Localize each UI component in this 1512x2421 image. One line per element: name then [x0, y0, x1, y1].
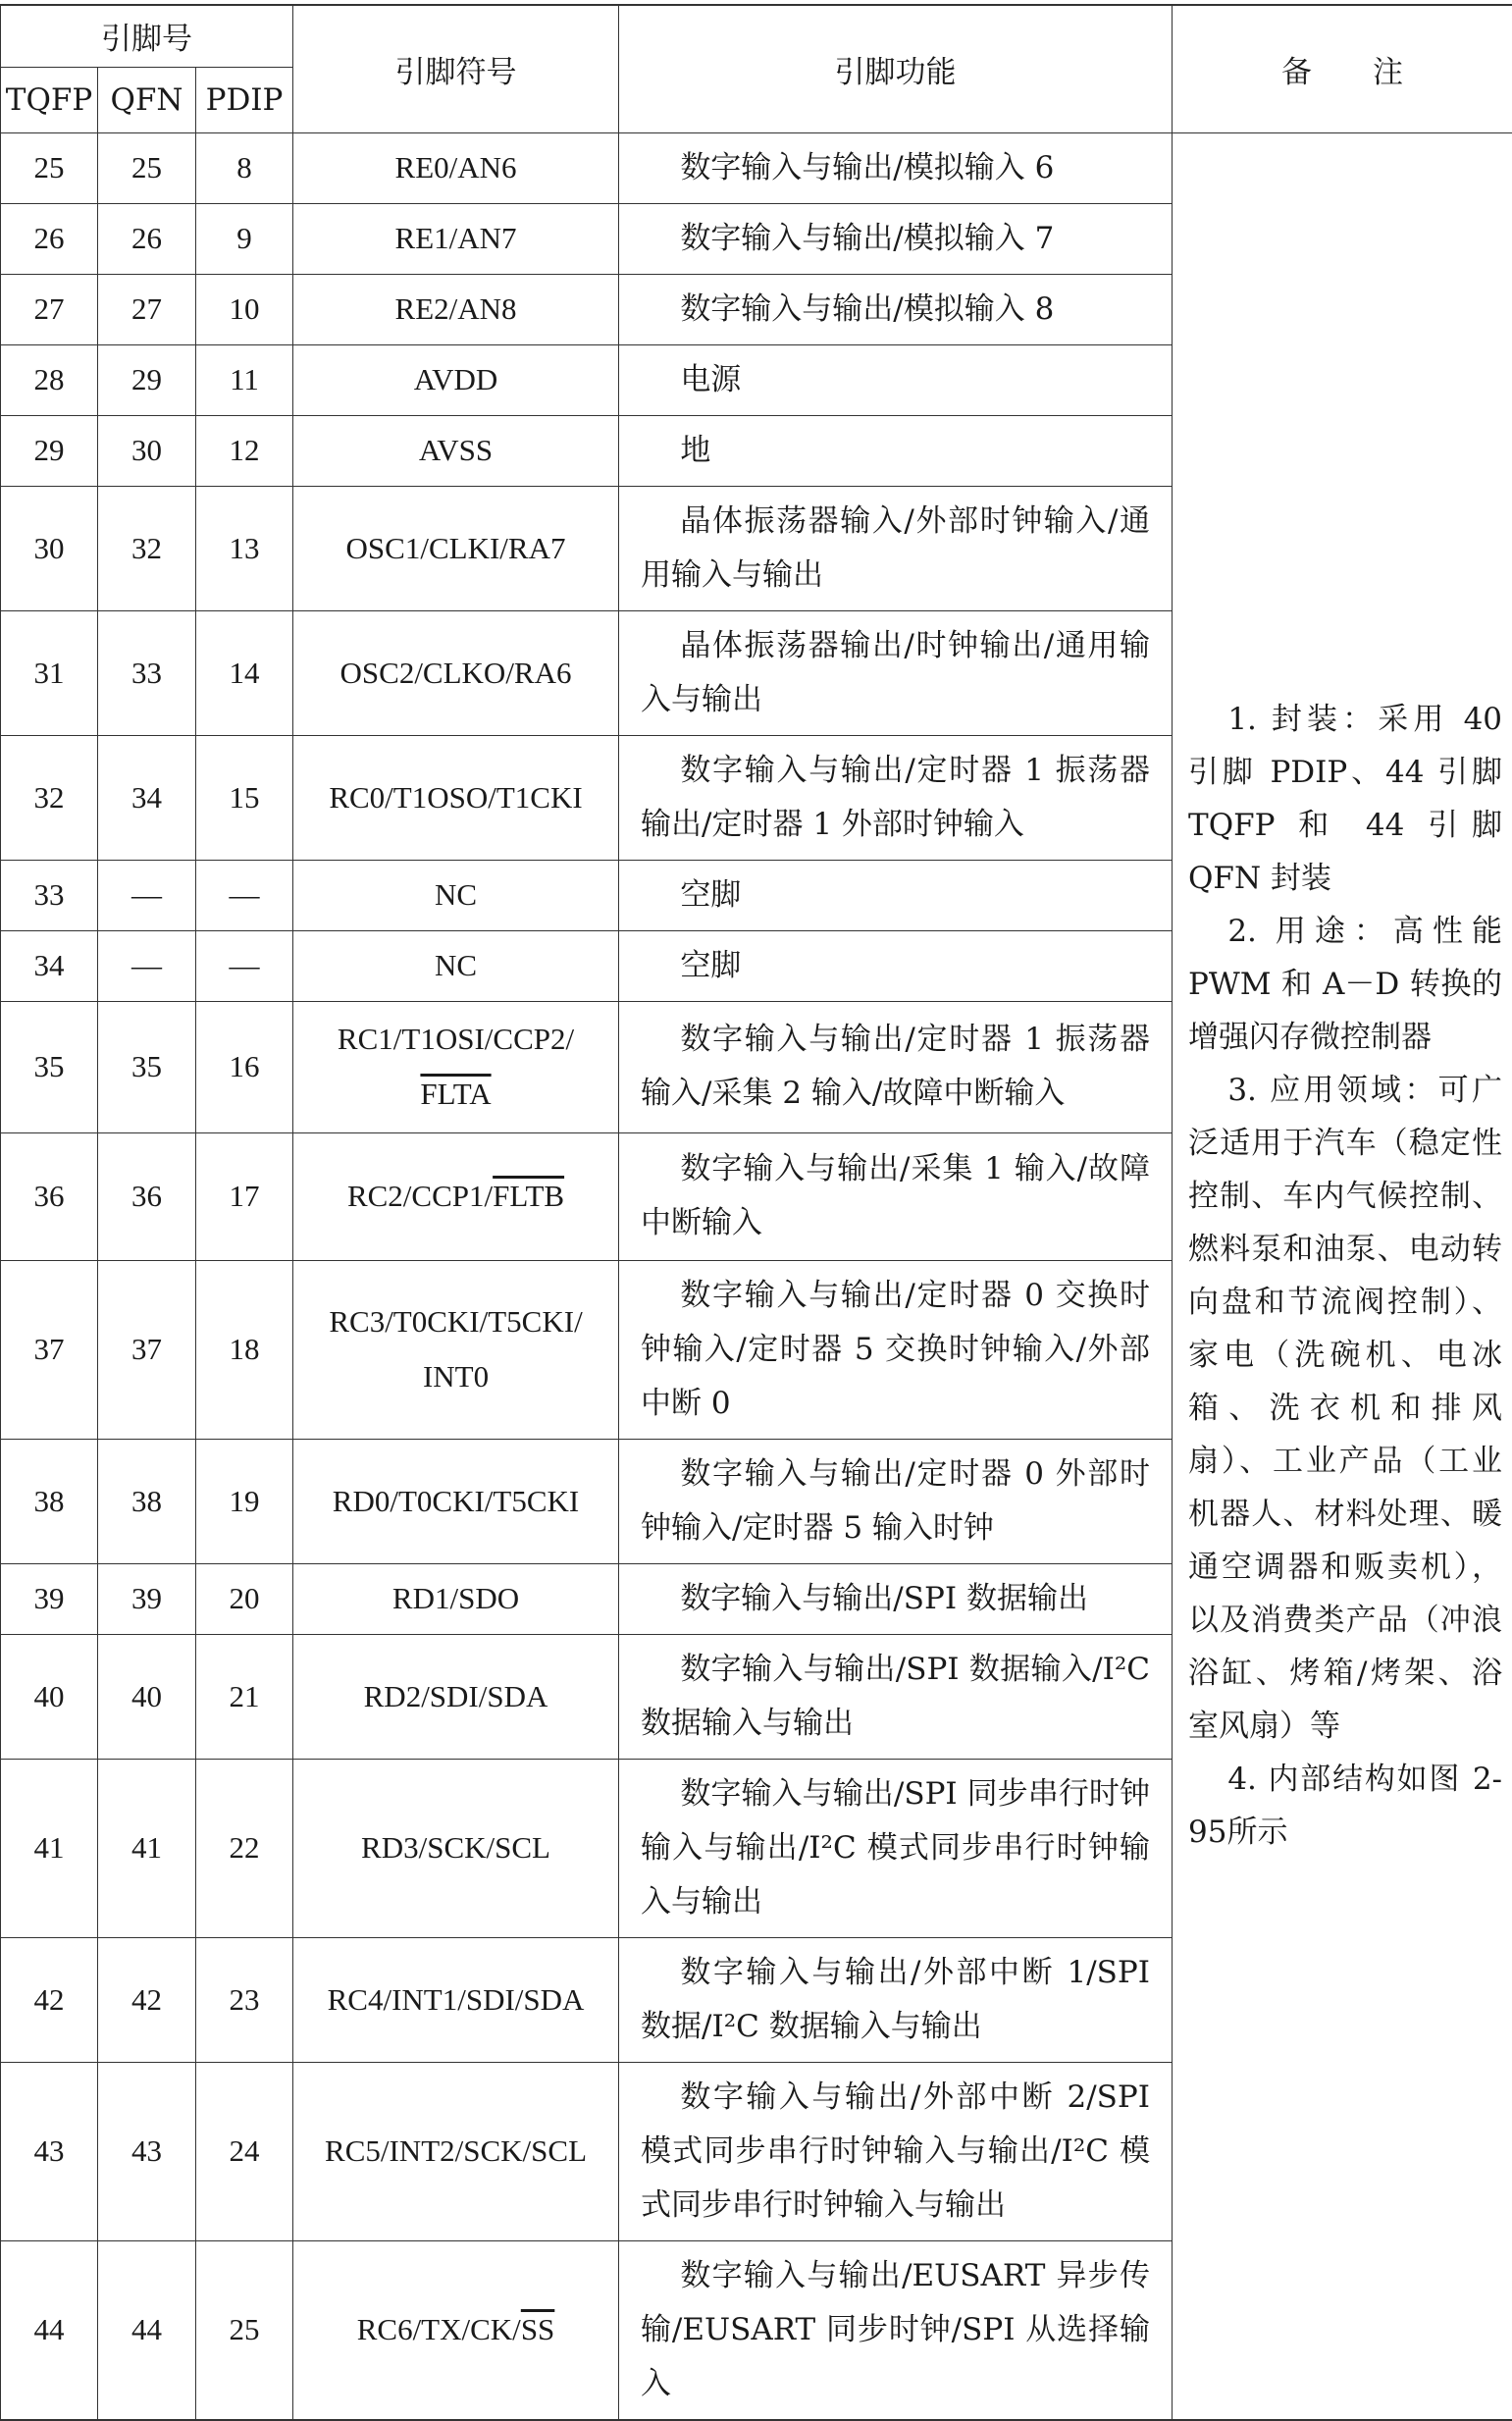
qfn-cell: —	[98, 930, 196, 1001]
qfn-cell: 35	[98, 1001, 196, 1132]
symbol-text: AVSS	[419, 433, 493, 467]
pdip-cell: 25	[196, 2240, 293, 2420]
function-cell: 数字输入与输出/定时器 1 振荡器输出/定时器 1 外部时钟输入	[619, 735, 1173, 860]
qfn-cell: 42	[98, 1937, 196, 2062]
pdip-cell: 22	[196, 1759, 293, 1937]
note-item: 4. 内部结构如图 2-95所示	[1188, 1753, 1502, 1859]
function-cell: 数字输入与输出/模拟输入 8	[619, 274, 1173, 344]
symbol-text: RC4/INT1/SDI/SDA	[328, 1982, 585, 2017]
function-cell: 数字输入与输出/外部中断 2/SPI 模式同步串行时钟输入与输出/I²C 模式同步串行时钟输入与输出	[619, 2062, 1173, 2240]
symbol-text: AVDD	[414, 362, 498, 396]
function-cell: 数字输入与输出/模拟输入 6	[619, 132, 1173, 203]
symbol-text: OSC2/CLKO/RA6	[340, 656, 572, 690]
tqfp-cell: 38	[1, 1439, 98, 1563]
pdip-cell: 12	[196, 415, 293, 486]
symbol-cell	[293, 2240, 619, 2420]
symbol-cell	[293, 930, 619, 1001]
qfn-cell: 43	[98, 2062, 196, 2240]
symbol-text: RC1/T1OSI/CCP2/	[338, 1022, 574, 1056]
symbol-cell	[293, 274, 619, 344]
tqfp-cell: 37	[1, 1260, 98, 1439]
pdip-cell: 24	[196, 2062, 293, 2240]
qfn-cell: 37	[98, 1260, 196, 1439]
function-cell: 数字输入与输出/模拟输入 7	[619, 203, 1173, 274]
tqfp-cell: 33	[1, 860, 98, 930]
symbol-text: INT0	[423, 1359, 489, 1394]
notes-cell	[1173, 132, 1512, 2420]
pdip-cell: 13	[196, 486, 293, 610]
symbol-text: $\overline{SS}$	[521, 2312, 554, 2346]
symbol-text: NC	[435, 877, 477, 912]
symbol-cell	[293, 203, 619, 274]
tqfp-cell: 32	[1, 735, 98, 860]
symbol-text: RD1/SDO	[392, 1581, 519, 1615]
symbol-text: RE1/AN7	[395, 221, 517, 255]
symbol-cell	[293, 132, 619, 203]
symbol-text: RC2/CCP1/	[347, 1179, 493, 1213]
tqfp-cell: 30	[1, 486, 98, 610]
header-tqfp: TQFP	[1, 67, 98, 132]
tqfp-cell: 39	[1, 1563, 98, 1634]
symbol-text: NC	[435, 948, 477, 982]
tqfp-cell: 26	[1, 203, 98, 274]
header-pdip: PDIP	[196, 67, 293, 132]
function-cell: 晶体振荡器输出/时钟输出/通用输入与输出	[619, 610, 1173, 735]
tqfp-cell: 35	[1, 1001, 98, 1132]
header-function: 引脚功能	[619, 5, 1173, 132]
function-cell: 空脚	[619, 860, 1173, 930]
pdip-cell: 10	[196, 274, 293, 344]
function-cell: 数字输入与输出/SPI 同步串行时钟输入与输出/I²C 模式同步串行时钟输入与输出	[619, 1759, 1173, 1937]
qfn-cell: 26	[98, 203, 196, 274]
header-pin-no: 引脚号	[1, 5, 293, 67]
function-cell: 数字输入与输出/EUSART 异步传输/EUSART 同步时钟/SPI 从选择输入	[619, 2240, 1173, 2420]
function-cell: 数字输入与输出/采集 1 输入/故障中断输入	[619, 1132, 1173, 1260]
qfn-cell: 27	[98, 274, 196, 344]
qfn-cell: 34	[98, 735, 196, 860]
qfn-cell: 32	[98, 486, 196, 610]
pdip-cell: 15	[196, 735, 293, 860]
function-cell: 数字输入与输出/定时器 0 外部时钟输入/定时器 5 输入时钟	[619, 1439, 1173, 1563]
qfn-cell: —	[98, 860, 196, 930]
function-cell: 电源	[619, 344, 1173, 415]
header-qfn: QFN	[98, 67, 196, 132]
tqfp-cell: 42	[1, 1937, 98, 2062]
symbol-cell	[293, 860, 619, 930]
table-row	[1, 132, 1512, 203]
pdip-cell: 8	[196, 132, 293, 203]
tqfp-cell: 36	[1, 1132, 98, 1260]
function-cell: 地	[619, 415, 1173, 486]
symbol-text: RC5/INT2/SCK/SCL	[325, 2133, 587, 2168]
symbol-text: RC6/TX/CK/	[357, 2312, 521, 2346]
symbol-text: RD0/T0CKI/T5CKI	[333, 1484, 579, 1518]
pdip-cell: 18	[196, 1260, 293, 1439]
symbol-text: FLTB	[493, 1179, 564, 1213]
qfn-cell: 29	[98, 344, 196, 415]
tqfp-cell: 44	[1, 2240, 98, 2420]
header-note: 备 注	[1173, 5, 1512, 132]
symbol-cell	[293, 610, 619, 735]
table-body	[1, 132, 1512, 2420]
header-symbol: 引脚符号	[293, 5, 619, 132]
symbol-cell	[293, 1634, 619, 1759]
symbol-cell	[293, 344, 619, 415]
qfn-cell: 41	[98, 1759, 196, 1937]
pdip-cell: 19	[196, 1439, 293, 1563]
function-cell: 空脚	[619, 930, 1173, 1001]
symbol-cell	[293, 486, 619, 610]
qfn-cell: 39	[98, 1563, 196, 1634]
function-cell: 数字输入与输出/定时器 1 振荡器输入/采集 2 输入/故障中断输入	[619, 1001, 1173, 1132]
pdip-cell: 23	[196, 1937, 293, 2062]
function-cell: 晶体振荡器输入/外部时钟输入/通用输入与输出	[619, 486, 1173, 610]
pdip-cell: 21	[196, 1634, 293, 1759]
tqfp-cell: 31	[1, 610, 98, 735]
function-cell: 数字输入与输出/SPI 数据输入/I²C数据输入与输出	[619, 1634, 1173, 1759]
pdip-cell: 16	[196, 1001, 293, 1132]
symbol-cell	[293, 1001, 619, 1132]
symbol-cell	[293, 1132, 619, 1260]
pin-table	[0, 4, 1512, 2421]
pdip-cell: 11	[196, 344, 293, 415]
symbol-text: RE2/AN8	[395, 291, 517, 326]
symbol-text: RC0/T1OSO/T1CKI	[329, 780, 582, 815]
qfn-cell: 44	[98, 2240, 196, 2420]
symbol-cell	[293, 1260, 619, 1439]
pdip-cell: 14	[196, 610, 293, 735]
symbol-text: RD2/SDI/SDA	[364, 1679, 548, 1713]
symbol-cell	[293, 2062, 619, 2240]
note-item: 2. 用途：高性能 PWM 和 A－D 转换的增强闪存微控制器	[1188, 905, 1502, 1064]
qfn-cell: 38	[98, 1439, 196, 1563]
pdip-cell: —	[196, 860, 293, 930]
qfn-cell: 33	[98, 610, 196, 735]
symbol-text: RC3/T0CKI/T5CKI/	[329, 1304, 582, 1339]
symbol-cell	[293, 1563, 619, 1634]
symbol-cell	[293, 1937, 619, 2062]
pdip-cell: 20	[196, 1563, 293, 1634]
pdip-cell: —	[196, 930, 293, 1001]
qfn-cell: 30	[98, 415, 196, 486]
pdip-cell: 17	[196, 1132, 293, 1260]
qfn-cell: 25	[98, 132, 196, 203]
function-cell: 数字输入与输出/SPI 数据输出	[619, 1563, 1173, 1634]
symbol-text: FLTA	[420, 1077, 491, 1111]
function-cell: 数字输入与输出/外部中断 1/SPI 数据/I²C 数据输入与输出	[619, 1937, 1173, 2062]
tqfp-cell: 28	[1, 344, 98, 415]
symbol-text: RD3/SCK/SCL	[361, 1830, 550, 1865]
tqfp-cell: 34	[1, 930, 98, 1001]
pdip-cell: 9	[196, 203, 293, 274]
tqfp-cell: 25	[1, 132, 98, 203]
tqfp-cell: 40	[1, 1634, 98, 1759]
function-cell: 数字输入与输出/定时器 0 交换时钟输入/定时器 5 交换时钟输入/外部中断 0	[619, 1260, 1173, 1439]
symbol-cell	[293, 1759, 619, 1937]
symbol-cell	[293, 735, 619, 860]
symbol-text: OSC1/CLKI/RA7	[346, 531, 566, 565]
tqfp-cell: 27	[1, 274, 98, 344]
note-item: 3. 应用领域：可广泛适用于汽车（稳定性控制、车内气候控制、燃料泵和油泵、电动转向盘和节流阀控制）、家电（洗碗机、电冰箱、洗衣机和排风扇）、工业产品（工业机器人、材料处理、暖通空调器和贩卖机），以及消费类产品（冲浪浴缸、烤箱/烤架、浴室风扇）等	[1188, 1064, 1502, 1753]
tqfp-cell: 29	[1, 415, 98, 486]
note-item: 1. 封装：采用 40 引脚 PDIP、44 引脚 TQFP 和 44 引脚 QFN 封装	[1188, 693, 1502, 905]
symbol-cell	[293, 1439, 619, 1563]
qfn-cell: 36	[98, 1132, 196, 1260]
symbol-text: RE0/AN6	[395, 150, 517, 184]
tqfp-cell: 43	[1, 2062, 98, 2240]
qfn-cell: 40	[98, 1634, 196, 1759]
tqfp-cell: 41	[1, 1759, 98, 1937]
symbol-cell	[293, 415, 619, 486]
